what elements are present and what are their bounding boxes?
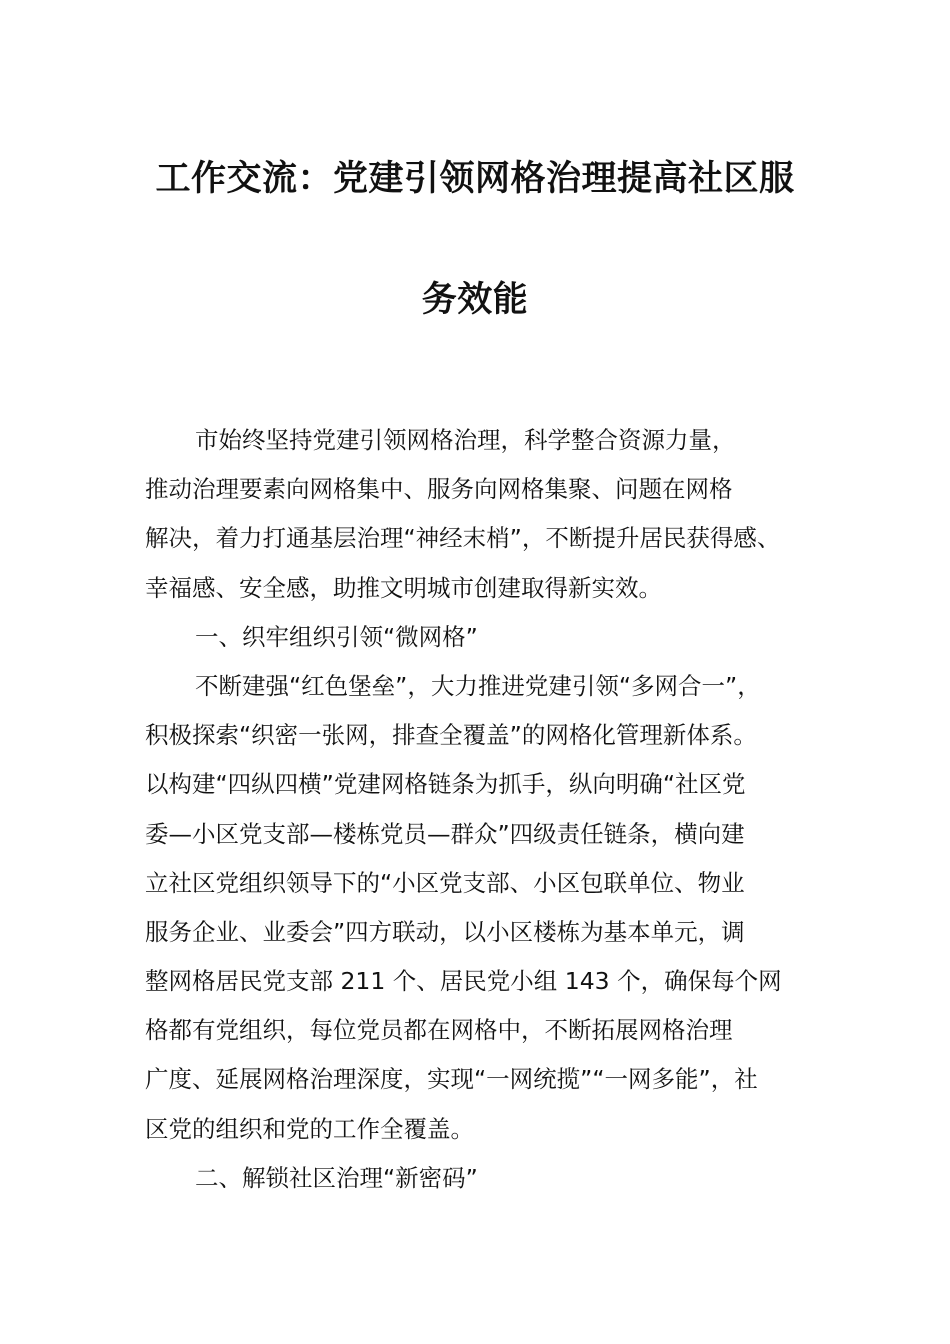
paragraph-2-line-2: 积极探索“织密一张网，排查全覆盖”的网格化管理新体系。 (145, 721, 757, 750)
paragraph-2-line-5: 立社区党组织领导下的“小区党支部、小区包联单位、物业 (145, 868, 745, 897)
section-heading-2: 二、解锁社区治理“新密码” (195, 1163, 478, 1192)
paragraph-2-line-1: 不断建强“红色堡垒”，大力推进党建引领“多网合一”， (195, 671, 761, 700)
paragraph-2-line-6: 服务企业、业委会”四方联动，以小区楼栋为基本单元，调 (145, 917, 745, 946)
paragraph-2-line-3: 以构建“四纵四横”党建网格链条为抓手，纵向明确“社区党 (145, 770, 746, 799)
paragraph-1-line-4: 幸福感、安全感，助推文明城市创建取得新实效。 (145, 573, 662, 602)
paragraph-2-line-4: 委—小区党支部—楼栋党员—群众”四级责任链条，横向建 (145, 819, 745, 848)
document-body (145, 416, 810, 1203)
paragraph-2-line-7: 整网格居民党支部 211 个、居民党小组 143 个，确保每个网 (145, 967, 782, 996)
section-heading-1: 一、织牢组织引领“微网格” (195, 622, 478, 651)
paragraph-2-line-9: 广度、延展网格治理深度，实现“一网统揽”“一网多能”，社 (145, 1065, 758, 1094)
paragraph-1-line-3: 解决，着力打通基层治理“神经末梢”，不断提升居民获得感、 (145, 524, 781, 553)
document-title-line-2: 务效能 (421, 280, 529, 320)
paragraph-1-line-2: 推动治理要素向网格集中、服务向网格集聚、问题在网格 (145, 475, 733, 504)
document-title-line-1: 工作交流：党建引领网格治理提高社区服 (155, 159, 795, 199)
paragraph-1-line-1: 市始终坚持党建引领网格治理，科学整合资源力量， (195, 426, 736, 454)
paragraph-2-line-8: 格都有党组织，每位党员都在网格中，不断拓展网格治理 (145, 1016, 733, 1045)
paragraph-2-line-10: 区党的组织和党的工作全覆盖。 (145, 1114, 474, 1143)
